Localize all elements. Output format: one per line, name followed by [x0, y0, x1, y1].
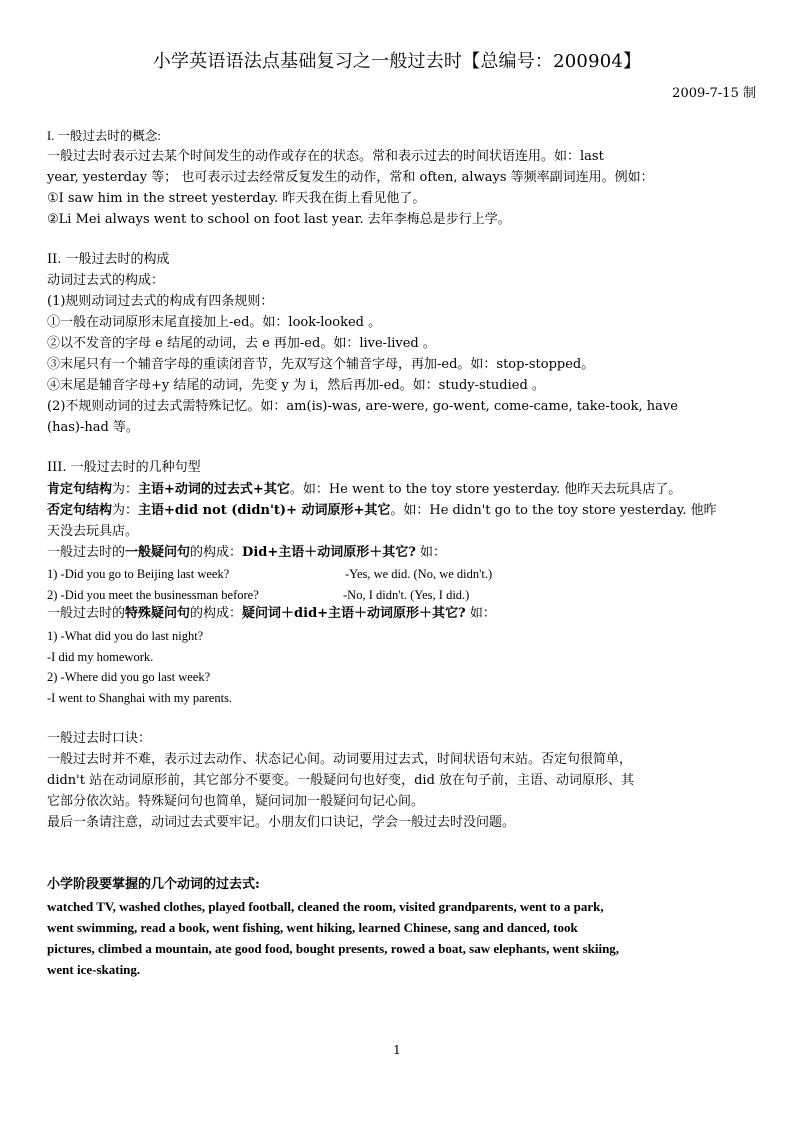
gq-mid: 的构成： [190, 545, 243, 560]
special-question-structure [47, 604, 759, 625]
verbs-heading: 小学阶段要掌握的几个动词的过去式: [47, 877, 260, 892]
rhyme-line3: 它部分依次站。特殊疑问句也简单，疑问词加一般疑问句记心间。 [47, 794, 425, 809]
gq-prefix: 一般过去时的 [47, 545, 126, 560]
section1-line2: year, yesterday 等； 也可表示过去经常反复发生的动作，常和 often, always 等频率副词连用。例如： [47, 170, 654, 185]
gq-label: 一般疑问句 [125, 545, 191, 560]
gq-example1-answer: -Yes, we did. (No, we didn't.) [345, 567, 493, 581]
sq-end: 如： [465, 606, 496, 621]
page-title: 小学英语语法点基础复习之一般过去时【总编号：200904】 [152, 51, 642, 72]
positive-structure [47, 480, 759, 501]
sq-prefix: 一般过去时的 [47, 606, 126, 621]
rhyme-line1: 一般过去时并不难，表示过去动作、状态记心间。动词要用过去式，时间状语句末站。否定句很简单， [47, 752, 633, 767]
section3-heading: III. 一般过去时的几种句型 [47, 460, 201, 475]
section1-example2: ②Li Mei always went to school on foot last year. 去年李梅总是步行上学。 [47, 212, 511, 227]
general-question-structure [47, 543, 759, 564]
section2-irregular-cont: (has)-had 等。 [47, 420, 139, 435]
gq-example2-answer: -No, I didn't. (Yes, I did.) [343, 588, 470, 602]
negative-label: 否定句结构 [47, 503, 113, 518]
positive-formula: 主语+动词的过去式+其它 [138, 482, 290, 497]
sq-example2: 2) -Where did you go last week? [47, 670, 211, 684]
positive-label: 肯定句结构 [47, 482, 113, 497]
sq-label: 特殊疑问句 [125, 606, 191, 621]
gq-example1 [47, 564, 759, 585]
section2-rule4: ④末尾是辅音字母+y 结尾的动词，先变 y 为 i，然后再加-ed。如：study-studied 。 [47, 378, 545, 393]
positive-mid: 为： [112, 482, 139, 497]
sq-formula: 疑问词＋did+主语＋动词原形＋其它? [242, 606, 466, 621]
gq-example2-question: 2) -Did you meet the businessman before? [47, 588, 259, 602]
sq-example1-answer: -I did my homework. [47, 650, 154, 664]
gq-end: 如： [415, 545, 446, 560]
section2-line1: 动词过去式的构成： [47, 273, 165, 288]
rhyme-line2: didn't 站在动词原形前，其它部分不要变。一般疑问句也好变，did 放在句子前，主语、动词原形、其 [47, 773, 635, 788]
gq-example1-question: 1) -Did you go to Beijing last week? [47, 567, 230, 581]
section2-rule1: ①一般在动词原形末尾直接加上-ed。如：look-looked 。 [47, 315, 382, 330]
section2-irregular: (2)不规则动词的过去式需特殊记忆。如：am(is)-was, are-were, go-went, come-came, take-took, have [47, 399, 678, 414]
sq-mid: 的构成： [190, 606, 243, 621]
negative-formula: 主语+did not (didn't)+ 动词原形+其它 [138, 503, 391, 518]
page-number: 1 [393, 1043, 401, 1057]
verbs-line3: pictures, climbed a mountain, ate good food, bought presents, rowed a boat, saw elephants, went skiing, [47, 941, 620, 956]
negative-structure [47, 501, 759, 522]
section2-rule2: ②以不发音的字母 e 结尾的动词，去 e 再加-ed。如：live-lived 。 [47, 336, 436, 351]
verbs-line1: watched TV, washed clothes, played football, cleaned the room, visited grandparents, went to a park, [47, 899, 604, 914]
section2-rule3: ③末尾只有一个辅音字母的重读闭音节，先双写这个辅音字母，再加-ed。如：stop-stopped。 [47, 357, 595, 372]
gq-formula: Did+主语＋动词原形＋其它? [242, 545, 416, 560]
section1-example1: ①I saw him in the street yesterday. 昨天我在街上看见他了。 [47, 191, 426, 206]
verbs-line4: went ice-skating. [47, 962, 141, 977]
sq-example2-answer: -I went to Shanghai with my parents. [47, 691, 233, 705]
verbs-line2: went swimming, read a book, went fishing, went hiking, learned Chinese, sang and danced, took [47, 920, 578, 935]
rhyme-line4: 最后一条请注意，动词过去式要牢记。小朋友们口诀记，学会一般过去时没问题。 [47, 815, 516, 830]
gq-example2 [47, 585, 759, 606]
positive-example: 。如：He went to the toy store yesterday. 他昨天去玩具店了。 [289, 482, 682, 497]
negative-example-cont: 天没去玩具店。 [47, 524, 139, 539]
rhyme-heading: 一般过去时口诀： [47, 731, 152, 746]
section1-heading: I. 一般过去时的概念: [47, 129, 161, 143]
section2-heading: II. 一般过去时的构成 [47, 252, 170, 267]
section1-line1: 一般过去时表示过去某个时间发生的动作或存在的状态。常和表示过去的时间状语连用。如：last [47, 149, 604, 164]
negative-mid: 为： [112, 503, 139, 518]
section2-line2: (1)规则动词过去式的构成有四条规则： [47, 294, 274, 309]
document-date: 2009-7-15 制 [672, 86, 756, 101]
sq-example1: 1) -What did you do last night? [47, 629, 204, 643]
negative-example: 。如：He didn't go to the toy store yesterday. 他昨 [390, 503, 717, 518]
